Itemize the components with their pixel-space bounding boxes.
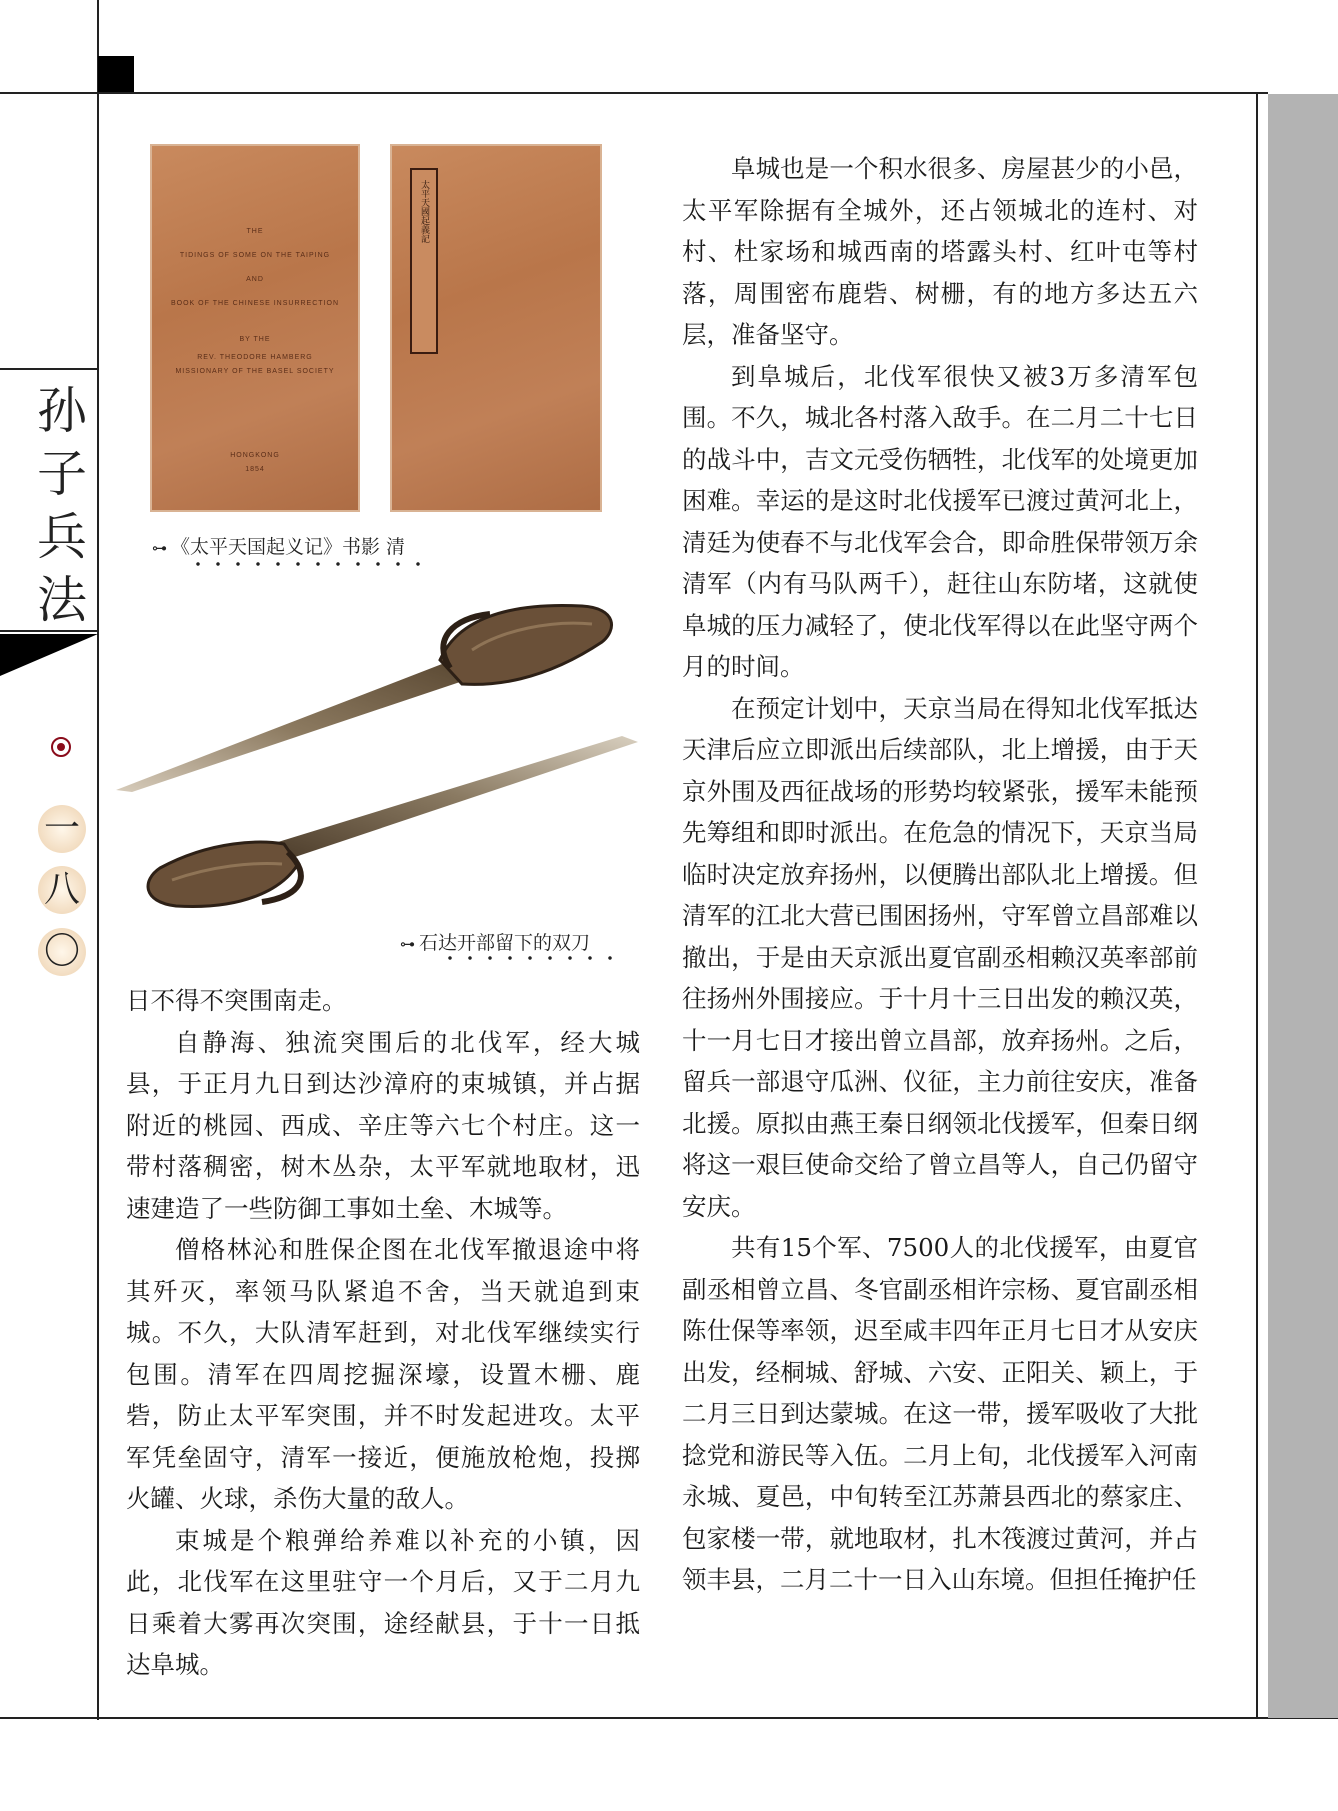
paragraph: 日不得不突围南走。 <box>126 986 347 1015</box>
cover-text: HONGKONG <box>230 452 280 459</box>
fish-icon: ⊶ <box>400 935 415 953</box>
paragraph: 自静海、独流突围后的北伐军，经大城县，于正月九日到达沙漳府的束城镇，并占据附近的桃园、西成、辛庄等六七个村庄。这一带村落稠密，树木丛杂，太平军就地取材，迅速建造了一些防御工事如土垒、木城等。 <box>126 1027 640 1223</box>
paragraph: 在预定计划中，天京当局在得知北伐军抵达天津后应立即派出后续部队，北上增援，由于天京外围及西征战场的形势均较紧张，援军未能预先筹组和即时派出。在危急的情况下，天京当局临时决定放弃扬州，以便腾出部队北上增援。但清军的江北大营已围困扬州，守军曾立昌部难以撤出，于是由天京派出夏官副丞相赖汉英率部前往扬州外围接应。于十月十三日出发的赖汉英，十一月七日才接出曾立昌部，放弃扬州。之后，留兵一部退守瓜洲、仪征，主力前往安庆，准备北援。原拟由燕王秦日纲领北伐援军，但秦日纲将这一艰巨使命交给了曾立昌等人，自己仍留守安庆。 <box>682 693 1198 1221</box>
cover-text: AND <box>246 276 264 283</box>
title-char: 孙 <box>37 382 87 440</box>
book-cover-english <box>150 144 360 512</box>
left-border-line <box>97 0 99 1720</box>
page-number-digit: 八 <box>38 866 86 914</box>
right-border-line <box>1256 92 1258 1718</box>
page-edge-strip <box>1268 94 1338 1718</box>
page-number-digit: 〇 <box>38 928 86 976</box>
title-char: 子 <box>37 445 87 503</box>
top-rule <box>0 92 1268 94</box>
paragraph: 共有15个军、7500人的北伐援军，由夏官副丞相曾立昌、冬官副丞相许宗杨、夏官副丞相陈仕保等率领，迟至咸丰四年正月七日才从安庆出发，经桐城、舒城、六安、正阳关、颖上，于二月三日到达蒙城。在这一带，援军吸收了大批捻党和游民等入伍。二月上旬，北伐援军入河南永城、夏邑，中旬转至江苏萧县西北的蔡家庄、包家楼一带，就地取材，扎木筏渡过黄河，并占领丰县，二月二十一日入山东境。但担任掩护任 <box>682 1233 1198 1594</box>
paragraph: 阜城也是一个积水很多、房屋甚少的小邑，太平军除据有全城外，还占领城北的连村、对村、杜家场和城西南的塔露头村、红叶屯等村落，周围密布鹿砦、树栅，有的地方多达五六层，准备坚守。 <box>682 154 1198 349</box>
bottom-rule <box>0 1717 1338 1719</box>
title-char: 法 <box>37 571 87 629</box>
black-wedge <box>0 634 98 676</box>
page-number-digit: 一 <box>38 805 86 853</box>
paragraph: 束城是个粮弹给养难以补充的小镇，因此，北伐军在这里驻守一个月后，又于二月九日乘着大雾再次突围，途经献县，于十一日抵达阜城。 <box>126 1525 640 1679</box>
corner-block <box>98 56 134 92</box>
cover-text: THE <box>246 228 264 235</box>
cover-text: REV. THEODORE HAMBERG <box>197 354 313 361</box>
swords-image <box>112 590 642 930</box>
spine-title: 太平天國起義記 <box>419 180 429 243</box>
paragraph: 僧格林沁和胜保企图在北伐军撤退途中将其歼灭，率领马队紧追不舍，当天就追到束城。不久，大队清军赶到，对北伐军继续实行包围。清军在四周挖掘深壕，设置木栅、鹿砦，防止太平军突围，并不时发起进攻。太平军凭垒固守，清军一接近，便施放枪炮，投掷火罐、火球，杀伤大量的敌人。 <box>126 1235 640 1513</box>
fish-icon: ⊶ <box>152 539 167 557</box>
title-char: 兵 <box>37 508 87 566</box>
spine-title-label <box>410 168 438 354</box>
right-text-column <box>682 148 1198 1601</box>
caption-text: 石达开部留下的双刀 <box>419 932 591 954</box>
left-text-column <box>126 980 640 1686</box>
caption-text: 《太平天国起义记》书影 清 <box>171 536 406 558</box>
cover-text: 1854 <box>245 466 265 473</box>
sidebar-rule-lower <box>0 630 98 632</box>
target-icon <box>51 737 71 757</box>
cover-text: TIDINGS OF SOME ON THE TAIPING <box>179 252 331 259</box>
caption-dots <box>440 956 628 960</box>
caption-dots <box>188 562 436 566</box>
cover-text: BY THE <box>239 336 271 343</box>
figure-caption-book <box>152 532 405 559</box>
paragraph: 到阜城后，北伐军很快又被3万多清军包围。不久，城北各村落入敌手。在二月二十七日的战斗中，吉文元受伤牺牲，北伐军的处境更加困难。幸运的是这时北伐援军已渡过黄河北上，清廷为使春不与北伐军会合，即命胜保带领万余清军（内有马队两千），赶往山东防堵，这就使阜城的压力减轻了，使北伐军得以在此坚守两个月的时间。 <box>682 361 1198 681</box>
book-title-vertical <box>30 380 94 632</box>
cover-text: BOOK OF THE CHINESE INSURRECTION <box>171 300 339 307</box>
book-cover-chinese <box>390 144 602 512</box>
sidebar-rule <box>0 368 98 370</box>
cover-text: MISSIONARY OF THE BASEL SOCIETY <box>175 368 335 375</box>
figure-caption-swords <box>400 928 590 955</box>
